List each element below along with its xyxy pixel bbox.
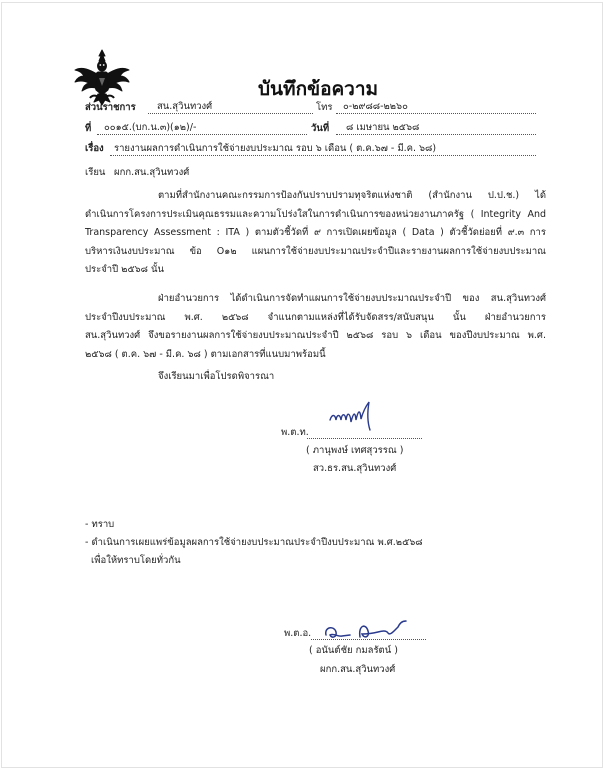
paragraph-line: ประจำปี ๒๕๖๘ นั้น (85, 264, 165, 276)
signature-2-name: ( อนันต์ชัย กมลรัตน์ ) (309, 645, 398, 656)
subject-label: เรื่อง (85, 143, 104, 154)
paragraph-line: ๒๕๖๘ ( ต.ค. ๖๗ - มี.ค. ๖๘ ) ตามเอกสารที่แนบมาพร้อมนี้ (85, 348, 326, 360)
memo-title: บันทึกข้อความ (258, 78, 379, 100)
page-frame (1, 2, 603, 768)
paragraph-line: Transparency Assessment : ITA ) ตามตัวชี้วัดที่ ๙ การเปิดเผยข้อมูล ( Data ) ตัวชี้วัดย่อยที่ ๙.๓ การ (85, 227, 546, 239)
agency-value: สน.สุวินทวงศ์ (157, 101, 213, 112)
body-paragraph-2 (85, 290, 546, 364)
date-value: ๘ เมษายน ๒๕๖๘ (346, 122, 420, 133)
signature-1-position: สว.ธร.สน.สุวินทวงศ์ (313, 463, 397, 474)
date-label: วันที่ (311, 123, 330, 134)
salutation-value: ผกก.สน.สุวินทวงศ์ (114, 167, 190, 178)
agency-label: ส่วนราชการ (85, 102, 136, 113)
paragraph-line: ฝ่ายอำนวยการ ได้ดำเนินการจัดทำแผนการใช้จ่ายงบประมาณประจำปี ของ สน.สุวินทวงศ์ (158, 293, 546, 304)
salutation-label: เรียน (85, 167, 106, 178)
paragraph-line: ดำเนินการโครงการประเมินคุณธรรมและความโปร่งใสในการดำเนินการของหน่วยงานภาครัฐ ( Integrity And (85, 208, 546, 220)
endorsement-line-2: - ดำเนินการเผยแพร่ข้อมูลผลการใช้จ่ายงบประมาณประจำปีงบประมาณ พ.ศ.๒๕๖๘ (85, 537, 423, 548)
signature-2-rank: พ.ต.อ. (284, 628, 312, 639)
endorsement-line-3: เพื่อให้ทราบโดยทั่วกัน (85, 555, 181, 566)
closing-text: จึงเรียนมาเพื่อโปรดพิจารณา (158, 371, 275, 382)
signature-1-line (307, 438, 422, 439)
ref-label: ที่ (85, 123, 92, 134)
phone-label: โทร (316, 102, 333, 113)
endorsement-line-1: - ทราบ (85, 519, 115, 530)
subject-value: รายงานผลการดำเนินการใช้จ่ายงบประมาณ รอบ ๖ เดือน ( ต.ค.๖๗ - มี.ค. ๖๘) (114, 143, 437, 154)
ref-value: ๐๐๑๕.(บก.น.๓)(๑๒)/- (104, 122, 197, 133)
paragraph-line: ประจำปีงบประมาณ พ.ศ. ๒๕๖๘ จำแนกตามแหล่งที่ได้รับจัดสรร/สนับสนุน นั้น ฝ่ายอำนวยการ (85, 311, 546, 323)
signature-2-position: ผกก.สน.สุวินทวงศ์ (320, 664, 396, 675)
garuda-emblem-icon (72, 48, 132, 106)
signature-2-line (311, 639, 426, 640)
signature-1-scribble (326, 400, 376, 432)
signature-1-rank: พ.ต.ท. (281, 427, 309, 438)
body-paragraph-1 (85, 187, 546, 280)
phone-value: ๐-๒๙๘๘-๒๒๖๐ (343, 101, 408, 112)
paragraph-line: สน.สุวินทวงศ์ จึงขอรายงานผลการใช้จ่ายงบประมาณประจำปี ๒๕๖๘ รอบ ๖ เดือน ของปีงบประมาณ พ.ศ. (85, 330, 546, 342)
paragraph-line: บริหารเงินงบประมาณ ข้อ O๑๒ แผนการใช้จ่ายงบประมาณประจำปีและรายงานผลการใช้จ่ายงบประมาณ (85, 245, 546, 257)
paragraph-line: ตามที่สำนักงานคณะกรรมการป้องกันปราบปรามทุจริตแห่งชาติ (สำนักงาน ป.ป.ช.) ได้ (158, 190, 546, 201)
signature-1-name: ( ภานุพงษ์ เทศสุวรรณ ) (306, 445, 404, 456)
